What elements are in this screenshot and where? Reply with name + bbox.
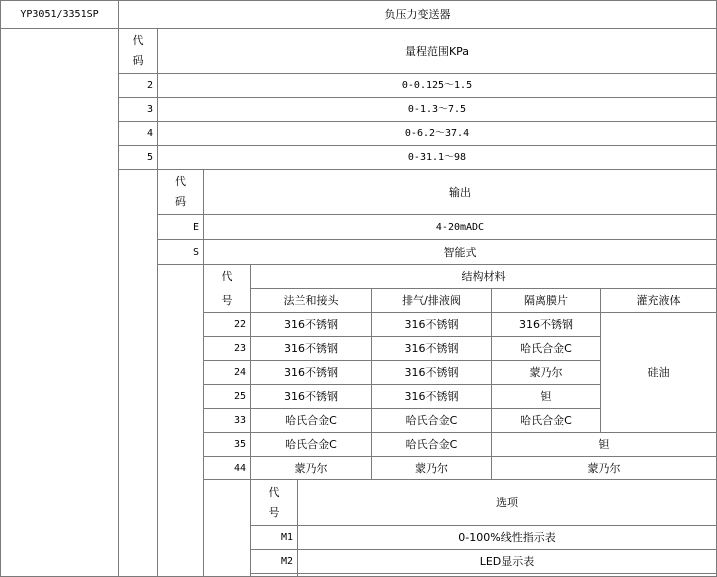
material-code: 33 (203, 408, 251, 433)
material-code: 23 (203, 336, 251, 361)
material-diaphragm-fill-merged: 蒙乃尔 (491, 456, 717, 480)
material-code-header: 代 号 (203, 264, 251, 313)
material-col-flange: 法兰和接头 (250, 288, 372, 313)
material-code: 25 (203, 384, 251, 409)
option-code: M1 (250, 525, 298, 550)
material-diaphragm-fill-merged: 钽 (491, 432, 717, 457)
material-vent: 哈氏合金C (371, 408, 492, 433)
option-value: LED显示表 (297, 549, 717, 574)
left-spacer-2 (118, 169, 158, 577)
option-value: 0-100%线性指示表 (297, 525, 717, 550)
option-spacer-value (297, 573, 717, 577)
output-code-header: 代 码 (157, 169, 204, 215)
product-name-cell: 负压力变送器 (118, 0, 717, 29)
material-header: 结构材料 (250, 264, 717, 289)
range-header: 量程范围KPa (157, 28, 717, 74)
material-vent: 蒙乃尔 (371, 456, 492, 480)
range-code: 4 (118, 121, 158, 146)
material-code: 35 (203, 432, 251, 457)
range-code: 2 (118, 73, 158, 98)
output-value: 智能式 (203, 239, 717, 265)
material-flange: 316不锈钢 (250, 384, 372, 409)
option-code-header: 代 号 (250, 479, 298, 526)
left-spacer-1 (0, 28, 119, 577)
range-code-header: 代 码 (118, 28, 158, 74)
material-flange: 316不锈钢 (250, 312, 372, 337)
material-vent: 316不锈钢 (371, 312, 492, 337)
material-col-vent: 排气/排液阀 (371, 288, 492, 313)
model-cell: YP3051/3351SP (0, 0, 119, 29)
material-vent: 316不锈钢 (371, 384, 492, 409)
range-value: 0-0.125～1.5 (157, 73, 717, 98)
output-value: 4-20mADC (203, 214, 717, 240)
material-code: 22 (203, 312, 251, 337)
material-flange: 哈氏合金C (250, 432, 372, 457)
material-diaphragm: 蒙乃尔 (491, 360, 601, 385)
range-value: 0-1.3～7.5 (157, 97, 717, 122)
output-code: S (157, 239, 204, 265)
range-value: 0-6.2～37.4 (157, 121, 717, 146)
material-vent: 316不锈钢 (371, 336, 492, 361)
material-flange: 蒙乃尔 (250, 456, 372, 480)
range-code: 3 (118, 97, 158, 122)
material-fill-merged: 硅油 (600, 312, 717, 433)
material-flange: 316不锈钢 (250, 360, 372, 385)
material-flange: 316不锈钢 (250, 336, 372, 361)
material-diaphragm: 316不锈钢 (491, 312, 601, 337)
range-value: 0-31.1～98 (157, 145, 717, 170)
range-code: 5 (118, 145, 158, 170)
option-header: 选项 (297, 479, 717, 526)
material-diaphragm: 哈氏合金C (491, 336, 601, 361)
left-spacer-3 (157, 264, 204, 577)
left-spacer-4 (203, 479, 251, 577)
material-diaphragm: 钽 (491, 384, 601, 409)
option-spacer-code (250, 573, 298, 577)
output-header: 输出 (203, 169, 717, 215)
material-vent: 316不锈钢 (371, 360, 492, 385)
material-flange: 哈氏合金C (250, 408, 372, 433)
material-code: 24 (203, 360, 251, 385)
material-col-diaphragm: 隔离膜片 (491, 288, 601, 313)
output-code: E (157, 214, 204, 240)
material-vent: 哈氏合金C (371, 432, 492, 457)
material-diaphragm: 哈氏合金C (491, 408, 601, 433)
option-code: M2 (250, 549, 298, 574)
material-col-fill: 灌充液体 (600, 288, 717, 313)
material-code: 44 (203, 456, 251, 480)
